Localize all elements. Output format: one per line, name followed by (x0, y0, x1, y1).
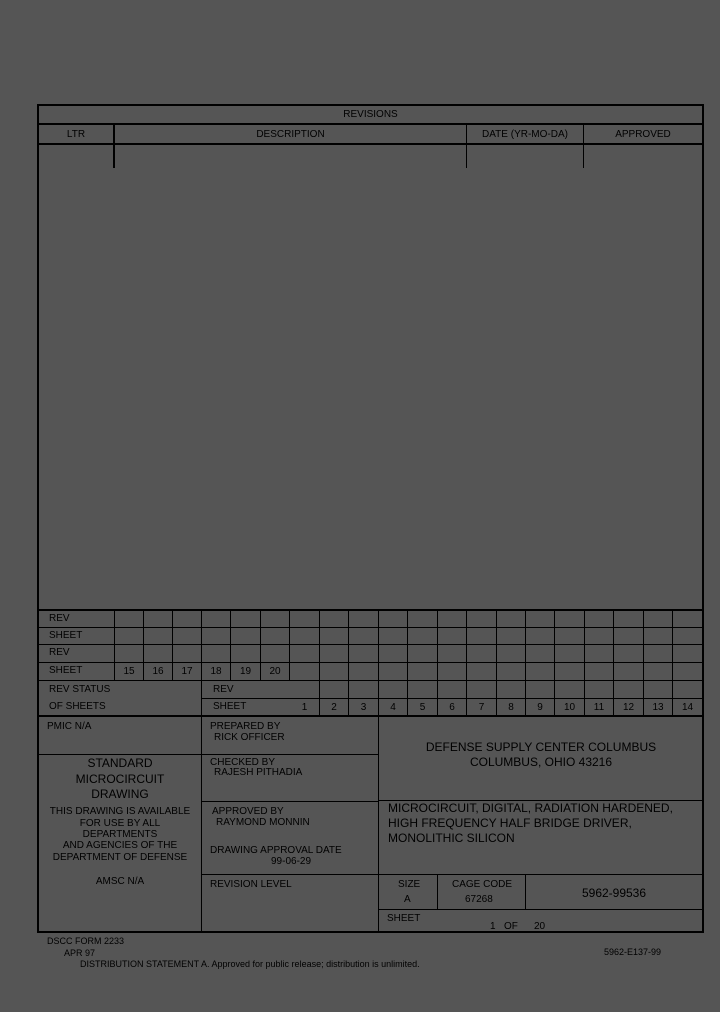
sheet-number: 11 (593, 702, 605, 713)
availability-text: DEPARTMENTS (82, 829, 158, 840)
title-block-rule (201, 801, 379, 802)
checked-by-label: CHECKED BY (210, 757, 276, 768)
standard-title: STANDARD (87, 756, 153, 770)
approval-date-label: DRAWING APPROVAL DATE (210, 845, 342, 856)
revisions-col-approved: APPROVED (615, 129, 671, 140)
prepared-by-name: RICK OFFICER (214, 732, 285, 743)
rev-table-divider (525, 609, 526, 716)
standard-title: MICROCIRCUIT (75, 772, 165, 786)
sheet-number: 1 (301, 702, 308, 713)
document-id: 5962-E137-99 (604, 947, 662, 957)
sheet-number: 10 (563, 702, 576, 713)
rev-table-rule (37, 627, 704, 628)
title-block-divider (437, 874, 438, 910)
drawing-title: MONOLITHIC SILICON (388, 831, 515, 845)
approved-by-label: APPROVED BY (212, 806, 284, 817)
title-block-divider (201, 715, 202, 932)
sheet-number: 18 (210, 666, 222, 677)
rev-table-divider (378, 609, 379, 716)
sheet-number: 6 (449, 702, 455, 713)
size-value: A (404, 894, 411, 905)
rev-table-divider (201, 609, 202, 716)
title-block-rule (37, 754, 202, 755)
sheet-row-label: SHEET (49, 665, 83, 676)
frame-top (37, 104, 704, 106)
revision-level-label: REVISION LEVEL (210, 879, 292, 890)
title-block-rule (378, 909, 704, 910)
title-block-rule (201, 874, 379, 875)
frame-right (702, 104, 704, 933)
sheet-number: 7 (478, 702, 485, 713)
of-sheets-label: OF SHEETS (49, 701, 106, 712)
form-date: APR 97 (64, 948, 96, 958)
approval-date: 99-06-29 (271, 856, 312, 867)
rev-row-label: REV (49, 647, 70, 658)
cage-code-label: CAGE CODE (452, 879, 513, 890)
distribution-statement: DISTRIBUTION STATEMENT A. Approved for public release; distribution is unlimited. (80, 959, 420, 969)
rev-table-divider (407, 609, 408, 716)
sheet-number: 8 (508, 702, 514, 713)
rev-table-divider (437, 609, 438, 716)
sheet-number: 17 (181, 666, 193, 677)
sheet-of-label: OF (504, 921, 518, 932)
availability-text: FOR USE BY ALL (79, 818, 161, 829)
prepared-by-label: PREPARED BY (210, 721, 281, 732)
sheet-number: 12 (622, 702, 635, 713)
rev-table-divider (554, 609, 555, 716)
revisions-col-description: DESCRIPTION (256, 129, 325, 140)
sheet-number: 20 (269, 666, 281, 677)
pmic-label: PMIC N/A (47, 721, 92, 732)
agency-name: DEFENSE SUPPLY CENTER COLUMBUS (425, 740, 657, 754)
rev-table-rule (37, 680, 704, 681)
revisions-rule (37, 123, 704, 125)
rev-table-rule (37, 609, 704, 611)
sheet-total: 20 (534, 921, 546, 932)
sheet-number: 19 (239, 666, 252, 677)
checked-by-name: RAJESH PITHADIA (214, 767, 303, 778)
rev-status-label: REV STATUS (49, 684, 111, 695)
rev-table-divider (643, 609, 644, 716)
sheet-number: 16 (152, 666, 164, 677)
rev-table-rule (37, 662, 704, 663)
sheet-number: 4 (390, 702, 396, 713)
drawing-title: HIGH FREQUENCY HALF BRIDGE DRIVER, (388, 816, 632, 830)
sheet-number: 13 (652, 702, 664, 713)
sheet-label: SHEET (387, 913, 421, 924)
rev-table-divider (319, 609, 320, 716)
rev-table-divider (289, 609, 290, 681)
agency-city: COLUMBUS, OHIO 43216 (469, 755, 613, 769)
title-block-rule (201, 754, 379, 755)
rev-table-rule (37, 644, 704, 645)
rev-table-divider (466, 609, 467, 716)
amsc-label: AMSC N/A (95, 876, 145, 887)
rev-table-divider (348, 609, 349, 716)
rev-label: REV (213, 684, 234, 695)
drawing-number: 5962-99536 (581, 886, 647, 900)
rev-table-divider (496, 609, 497, 716)
rev-table-divider (584, 609, 585, 716)
availability-text: DEPARTMENT OF DEFENSE (52, 852, 188, 863)
revisions-col-ltr: LTR (66, 129, 86, 140)
rev-row-label: REV (49, 613, 70, 624)
rev-table-rule (201, 698, 704, 699)
revisions-col-date: DATE (YR-MO-DA) (482, 129, 568, 140)
rev-table-rule (37, 715, 704, 717)
cage-code-value: 67268 (465, 894, 493, 905)
sheet-number: 9 (537, 702, 543, 713)
sheet-number-current: 1 (490, 921, 496, 932)
standard-title: DRAWING (91, 787, 149, 801)
sheet-row-label: SHEET (49, 630, 83, 641)
form-number: DSCC FORM 2233 (47, 936, 125, 946)
sheet-number: 2 (331, 702, 337, 713)
drawing-title: MICROCIRCUIT, DIGITAL, RADIATION HARDENED, (388, 801, 673, 815)
revisions-columns-rule (37, 143, 704, 145)
size-label: SIZE (398, 879, 421, 890)
title-block-rule (378, 874, 704, 875)
frame-bottom (37, 931, 704, 933)
availability-text: THIS DRAWING IS AVAILABLE (49, 806, 191, 817)
availability-text: AND AGENCIES OF THE (62, 840, 178, 851)
approved-by-name: RAYMOND MONNIN (216, 817, 310, 828)
sheet-number: 15 (123, 666, 135, 677)
revisions-header: REVISIONS (343, 109, 398, 120)
sheet-number: 14 (681, 702, 694, 713)
sheet-number: 3 (360, 702, 367, 713)
sheet-label: SHEET (213, 701, 247, 712)
rev-table-divider (672, 609, 673, 716)
rev-table-divider (613, 609, 614, 716)
sheet-number: 5 (419, 702, 426, 713)
